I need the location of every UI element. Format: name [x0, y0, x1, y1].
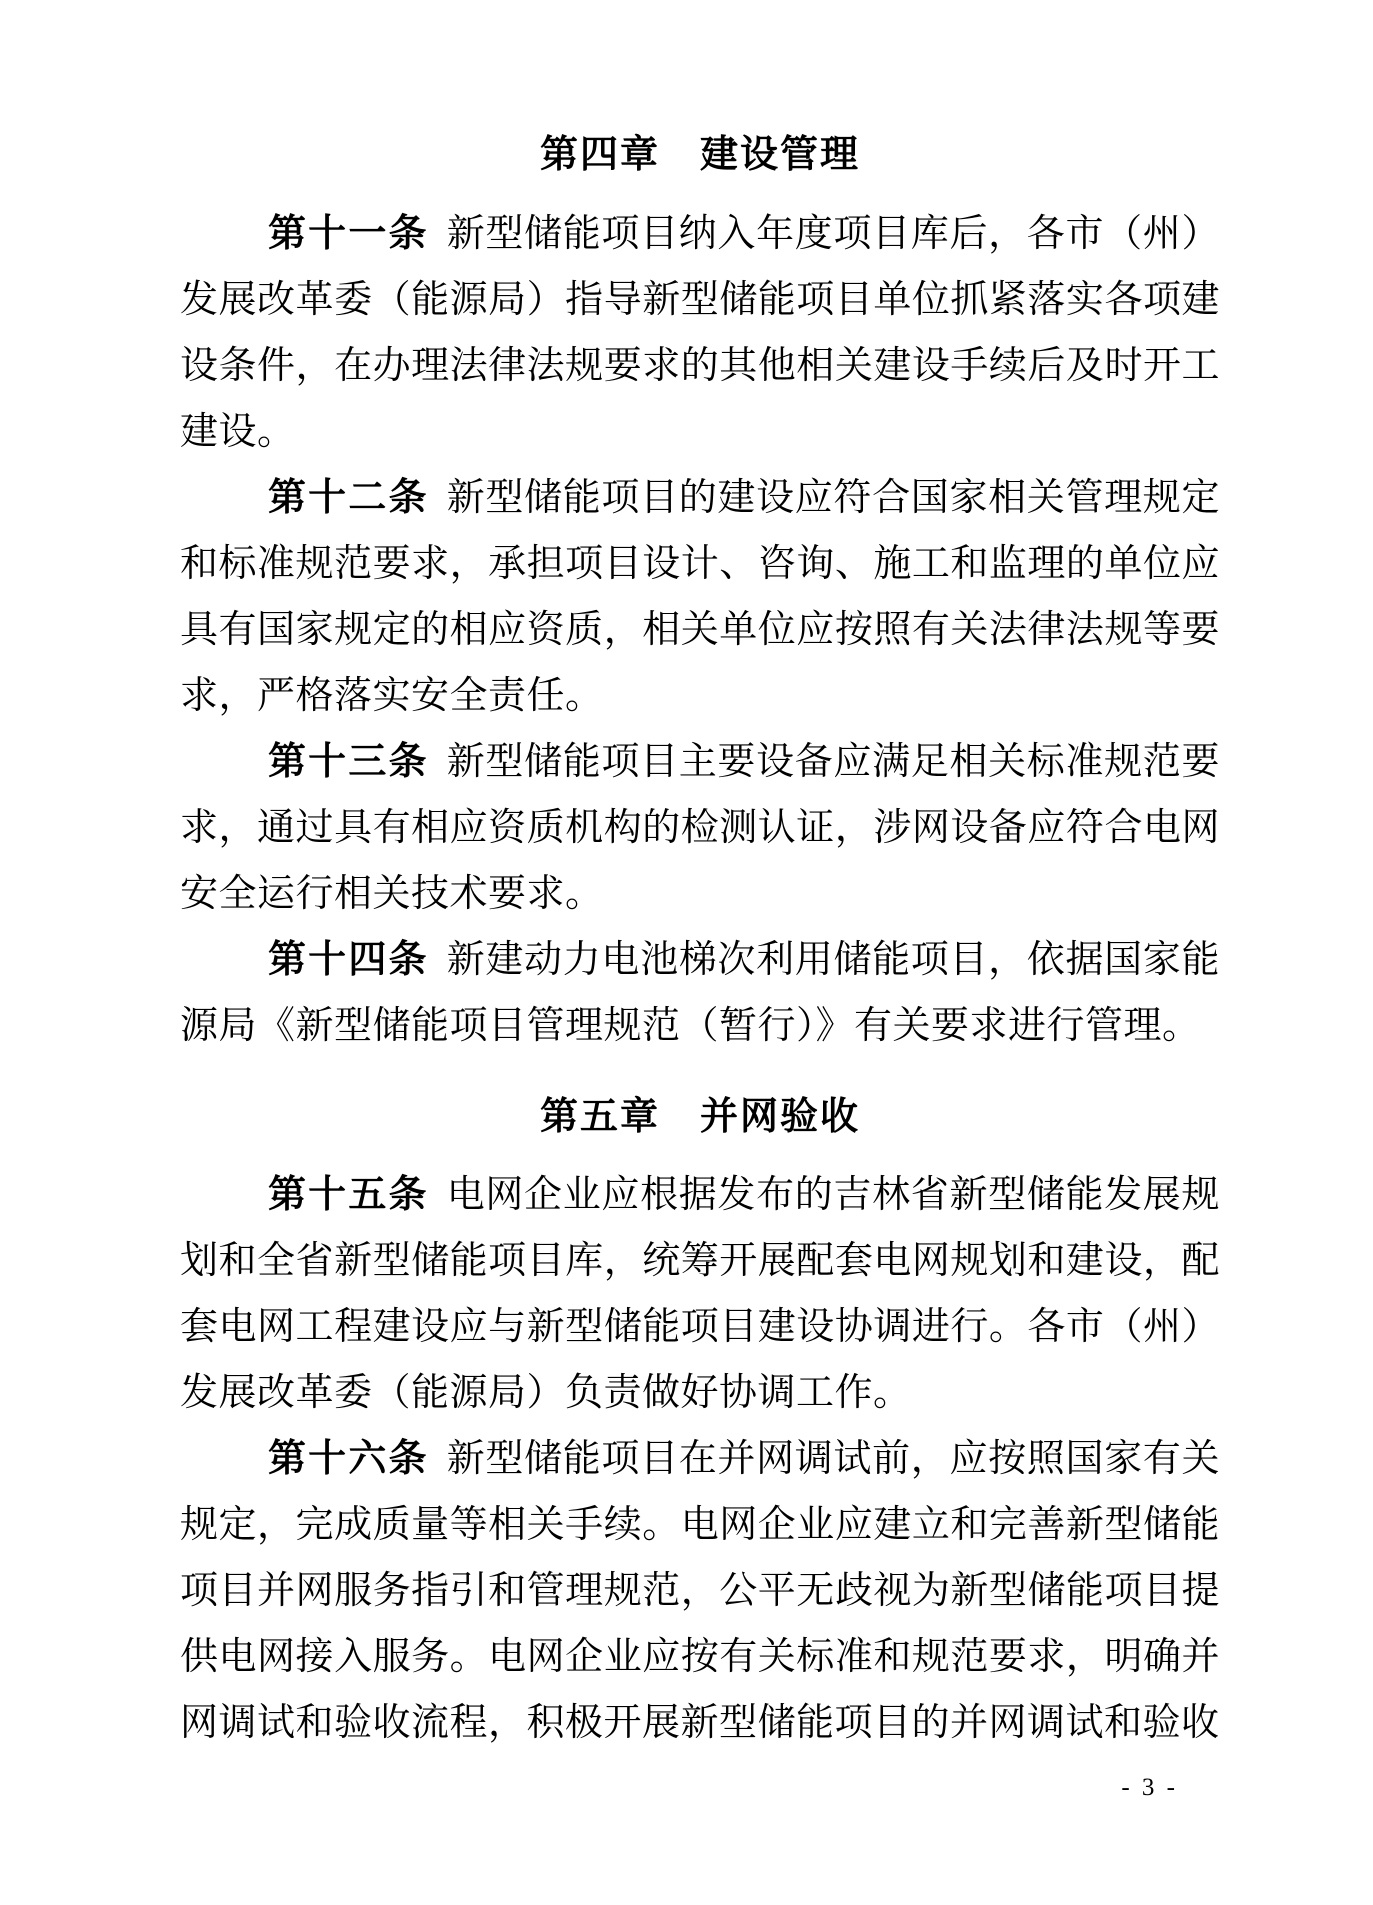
article-11 [180, 201, 1220, 465]
article-16 [180, 1426, 1220, 1756]
article-15 [180, 1162, 1220, 1426]
article-12-label: 第十二条 [268, 477, 429, 519]
article-15-text: 电网企业应根据发布的吉林省新型储能发展规划和全省新型储能项目库，统筹开展配套电网规划和建设，配套电网工程建设应与新型储能项目建设协调进行。各市（州）发展改革委（能源局）负责做好协调工作。 [180, 1174, 1220, 1414]
article-14-label: 第十四条 [268, 939, 429, 981]
chapter-5-section [180, 1084, 1220, 1756]
article-13-text: 新型储能项目主要设备应满足相关标准规范要求，通过具有相应资质机构的检测认证，涉网设备应符合电网安全运行相关技术要求。 [180, 741, 1220, 915]
chapter-4-section [180, 122, 1220, 1059]
article-14-text: 新建动力电池梯次利用储能项目，依据国家能源局《新型储能项目管理规范（暂行）》有关要求进行管理。 [180, 939, 1220, 1047]
article-15-label: 第十五条 [268, 1174, 429, 1216]
page-footer [180, 1774, 1220, 1802]
article-12-text: 新型储能项目的建设应符合国家相关管理规定和标准规范要求，承担项目设计、咨询、施工和监理的单位应具有国家规定的相应资质，相关单位应按照有关法律法规等要求，严格落实安全责任。 [180, 477, 1220, 717]
article-14 [180, 927, 1220, 1059]
page-number: - 3 - [1121, 1774, 1178, 1801]
chapter-4-heading: 第四章 建设管理 [539, 134, 860, 176]
article-12 [180, 465, 1220, 729]
article-13-label: 第十三条 [268, 741, 429, 783]
chapter-5-heading: 第五章 并网验收 [539, 1096, 860, 1138]
article-16-text: 新型储能项目在并网调试前，应按照国家有关规定，完成质量等相关手续。电网企业应建立和完善新型储能项目并网服务指引和管理规范，公平无歧视为新型储能项目提供电网接入服务。电网企业应按有关标准和规范要求，明确并网调试和验收流程，积极开展新型储能项目的并网调试和验收 [180, 1438, 1220, 1744]
article-11-label: 第十一条 [268, 213, 429, 255]
article-13 [180, 729, 1220, 927]
article-16-label: 第十六条 [268, 1438, 429, 1480]
article-11-text: 新型储能项目纳入年度项目库后，各市（州）发展改革委（能源局）指导新型储能项目单位抓紧落实各项建设条件，在办理法律法规要求的其他相关建设手续后及时开工建设。 [180, 213, 1220, 453]
